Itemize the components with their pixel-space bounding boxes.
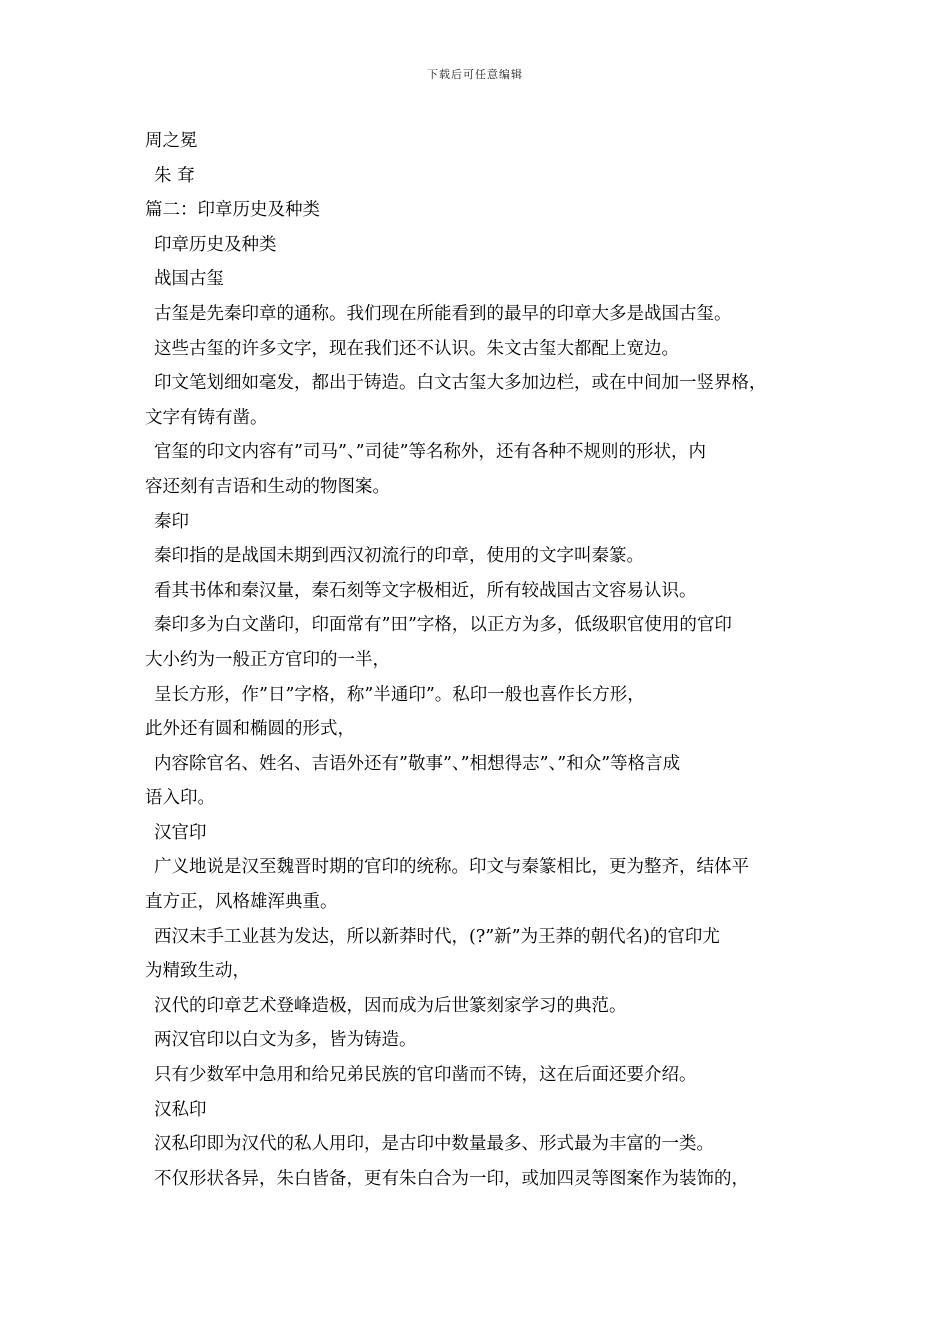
text-line: 朱 耷	[154, 165, 195, 186]
text-line: 此外还有圆和椭圆的形式，	[145, 719, 355, 740]
text-line: 汉私印即为汉代的私人用印，是古印中数量最多、形式最为丰富的一类。	[154, 1134, 714, 1155]
text-line: 内容除官名、姓名、吉语外还有”敬事”、”相想得志”、”和众”等格言成	[154, 753, 681, 774]
text-line: 呈长方形，作”日”字格，称”半通印”。私印一般也喜作长方形，	[154, 684, 645, 705]
text-line: 直方正，风格雄浑典重。	[145, 892, 338, 913]
text-line: 广义地说是汉至魏晋时期的官印的统称。印文与秦篆相比，更为整齐，结体平	[154, 857, 749, 878]
text-line: 这些古玺的许多文字，现在我们还不认识。朱文古玺大都配上宽边。	[154, 338, 679, 359]
text-line: 秦印多为白文凿印，印面常有”田”字格，以正方为多，低级职官使用的官印	[154, 615, 732, 636]
text-line: 官玺的印文内容有”司马”、”司徒”等名称外，还有各种不规则的形状，内	[154, 442, 707, 463]
text-line: 战国古玺	[154, 269, 224, 290]
text-line: 文字有铸有凿。	[145, 407, 268, 428]
text-line: 秦印指的是战国未期到西汉初流行的印章，使用的文字叫秦篆。	[154, 546, 644, 567]
text-line: 不仅形状各异，朱白皆备，更有朱白合为一印，或加四灵等图案作为装饰的，	[154, 1168, 749, 1189]
text-line: 看其书体和秦汉量，秦石刻等文字极相近，所有较战国古文容易认识。	[154, 580, 697, 601]
text-line: 只有少数军中急用和给兄弟民族的官印凿而不铸，这在后面还要介绍。	[154, 1065, 697, 1086]
text-line: 西汉末手工业甚为发达，所以新莽时代，(?”新”为王莽的朝代名)的官印尤	[154, 926, 720, 947]
text-line: 印文笔划细如毫发，都出于铸造。白文古玺大多加边栏，或在中间加一竖界格，	[154, 373, 767, 394]
text-line: 周之冕	[145, 131, 198, 151]
document-body	[145, 124, 815, 1196]
text-line: 古玺是先秦印章的通称。我们现在所能看到的最早的印章大多是战国古玺。	[154, 303, 732, 324]
text-line: 秦印	[154, 511, 189, 532]
text-line: 两汉官印以白文为多，皆为铸造。	[154, 1030, 417, 1051]
text-line: 语入印。	[145, 788, 215, 809]
text-line: 篇二：印章历史及种类	[145, 200, 320, 221]
text-line: 汉私印	[154, 1099, 207, 1120]
text-line: 汉官印	[154, 822, 207, 843]
text-line: 大小约为一般正方官印的一半，	[145, 649, 390, 670]
text-line: 容还刻有吉语和生动的物图案。	[145, 476, 390, 497]
text-line: 为精致生动，	[145, 961, 250, 982]
text-line: 汉代的印章艺术登峰造极，因而成为后世篆刻家学习的典范。	[154, 995, 627, 1016]
text-line: 印章历史及种类	[154, 234, 277, 255]
page-header: 下载后可任意编辑	[427, 68, 523, 81]
